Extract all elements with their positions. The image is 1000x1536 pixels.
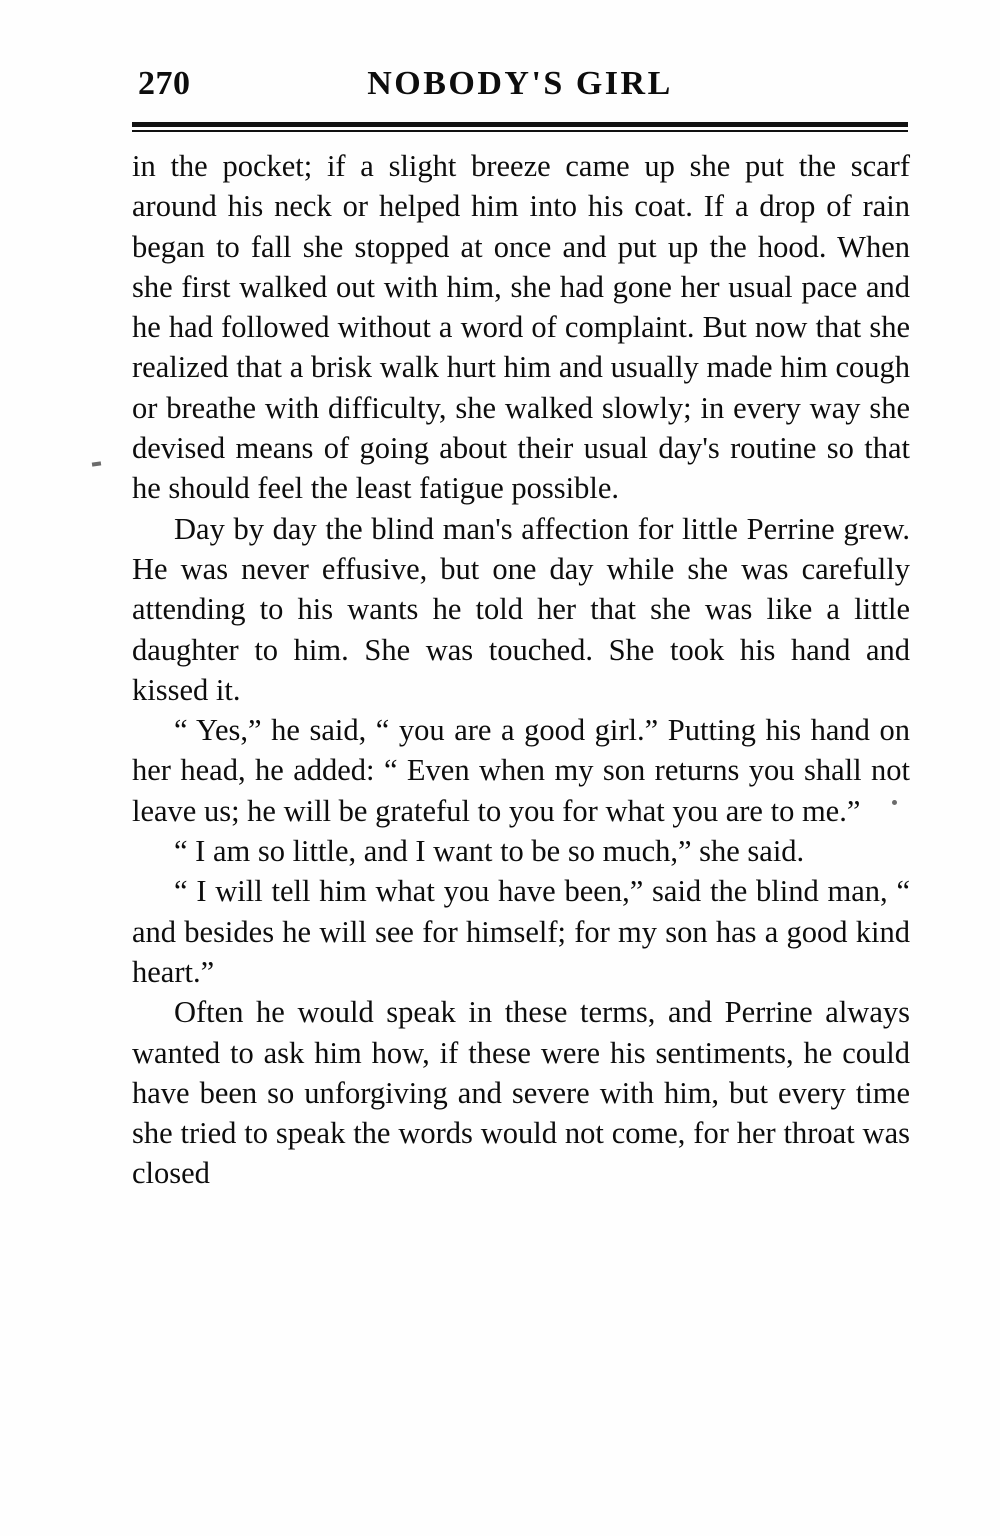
paragraph: “ I will tell him what you have been,” said the blind man, “ and besides he will see for himself; for my son has a good kind heart.” — [132, 874, 910, 989]
scan-artifact-mark — [892, 800, 897, 805]
paragraph: “ I am so little, and I want to be so much,” she said. — [174, 834, 805, 869]
paragraph: “ Yes,” he said, “ you are a good girl.” Putting his hand on her head, he added: “ Even when my son returns you shall not leave us; he will be grateful to you for what you are to me.” — [132, 713, 910, 828]
body-text — [132, 146, 910, 1194]
page-header — [132, 62, 908, 116]
running-title: NOBODY'S GIRL — [367, 65, 673, 102]
scan-artifact-mark — [92, 461, 101, 466]
header-rule — [132, 122, 908, 132]
paragraph: Often he would speak in these terms, and Perrine always wanted to ask him how, if these were his sentiments, he could have been so unforgiving and severe with him, but every time she tried to speak the words would not come, for her throat was closed — [132, 995, 910, 1191]
rule-thin — [132, 130, 908, 132]
paragraph: Day by day the blind man's affection for little Perrine grew. He was never effusive, but one day while she was carefully attending to his wants he told her that she was like a little daughter to him. She was touched. She took his hand and kissed it. — [132, 511, 910, 707]
page-number: 270 — [138, 65, 191, 102]
rule-thick — [132, 122, 908, 127]
paragraph: in the pocket; if a slight breeze came up she put the scarf around his neck or helped him into his coat. If a drop of rain began to fall she stopped at once and put up the hood. When she first walked out with him, she had gone her usual pace and he had followed without a word of complaint. But now that she realized that a brisk walk hurt him and usually made him cough or breathe with difficulty, she walked slowly; in every way she devised means of going about their usual day's routine so that he should feel the least fatigue possible. — [132, 149, 910, 506]
